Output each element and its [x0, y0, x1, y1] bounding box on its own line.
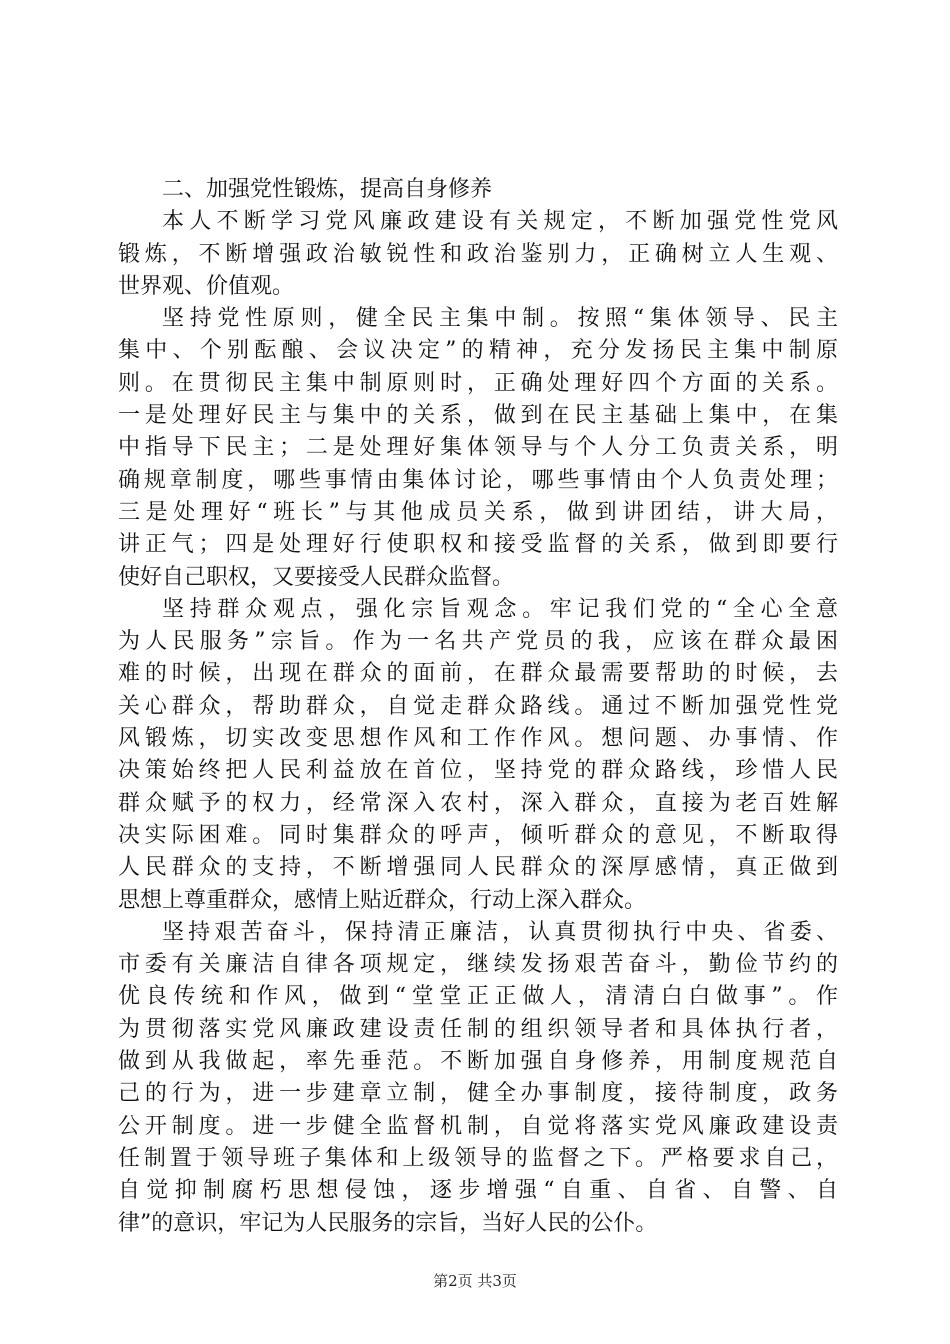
paragraph-line: 自觉抑制腐朽思想侵蚀，逐步增强“自重、自省、自警、自	[118, 1178, 838, 1204]
paragraph-line: 市委有关廉洁自律各项规定，继续发扬艰苦奋斗，勤俭节约的	[118, 952, 838, 978]
paragraph-line: 中指导下民主；二是处理好集体领导与个人分工负责关系，明	[118, 435, 838, 461]
paragraph-line: 思想上尊重群众，感情上贴近群众，行动上深入群众。	[118, 887, 647, 913]
paragraph-line: 坚持艰苦奋斗，保持清正廉洁，认真贯彻执行中央、省委、	[162, 919, 838, 945]
paragraph-line: 律”的意识，牢记为人民服务的宗旨，当好人民的公仆。	[118, 1210, 658, 1236]
paragraph-line: 锻炼，不断增强政治敏锐性和政治鉴别力，正确树立人生观、	[118, 241, 838, 267]
paragraph-line: 难的时候，出现在群众的面前，在群众最需要帮助的时候，去	[118, 661, 838, 687]
paragraph-line: 公开制度。进一步健全监督机制，自觉将落实党风廉政建设责	[118, 1113, 838, 1139]
document-body	[118, 174, 838, 1240]
paragraph-line: 任制置于领导班子集体和上级领导的监督之下。严格要求自己，	[118, 1145, 838, 1171]
paragraph-line: 集中、个别酝酿、会议决定”的精神，充分发扬民主集中制原	[118, 338, 838, 364]
paragraph-line: 群众赋予的权力，经常深入农村，深入群众，直接为老百姓解	[118, 790, 838, 816]
paragraph-line: 决策始终把人民利益放在首位，坚持党的群众路线，珍惜人民	[118, 758, 838, 784]
paragraph-line: 一是处理好民主与集中的关系，做到在民主基础上集中，在集	[118, 403, 838, 429]
paragraph-line: 确规章制度，哪些事情由集体讨论，哪些事情由个人负责处理；	[118, 467, 838, 493]
paragraph-line: 己的行为，进一步建章立制，健全办事制度，接待制度，政务	[118, 1081, 838, 1107]
paragraph-line: 世界观、价值观。	[118, 273, 295, 299]
paragraph-line: 本人不断学习党风廉政建设有关规定，不断加强党性党风	[162, 209, 838, 235]
paragraph-line: 决实际困难。同时集群众的呼声，倾听群众的意见，不断取得	[118, 822, 838, 848]
page-number-footer: 第2页 共3页	[433, 1272, 517, 1290]
paragraph-line: 优良传统和作风，做到“堂堂正正做人，清清白白做事”。作	[118, 984, 838, 1010]
paragraph-line: 做到从我做起，率先垂范。不断加强自身修养，用制度规范自	[118, 1049, 838, 1075]
paragraph-line: 坚持党性原则，健全民主集中制。按照“集体领导、民主	[162, 306, 838, 332]
paragraph-line: 为人民服务”宗旨。作为一名共产党员的我，应该在群众最困	[118, 629, 838, 655]
section-heading: 二、加强党性锻炼，提高自身修养	[162, 177, 493, 202]
paragraph-line: 三是处理好“班长”与其他成员关系，做到讲团结，讲大局，	[118, 499, 838, 525]
paragraph-line: 风锻炼，切实改变思想作风和工作作风。想问题、办事情、作	[118, 726, 838, 752]
paragraph-line: 讲正气；四是处理好行使职权和接受监督的关系，做到即要行	[118, 532, 838, 558]
paragraph-line: 为贯彻落实党风廉政建设责任制的组织领导者和具体执行者，	[118, 1016, 838, 1042]
paragraph-line: 使好自己职权，又要接受人民群众监督。	[118, 564, 515, 590]
paragraph-line: 人民群众的支持，不断增强同人民群众的深厚感情，真正做到	[118, 855, 838, 881]
paragraph-line: 关心群众，帮助群众，自觉走群众路线。通过不断加强党性党	[118, 693, 838, 719]
paragraph-line: 则。在贯彻民主集中制原则时，正确处理好四个方面的关系。	[118, 370, 838, 396]
paragraph-line: 坚持群众观点，强化宗旨观念。牢记我们党的“全心全意	[162, 596, 838, 622]
